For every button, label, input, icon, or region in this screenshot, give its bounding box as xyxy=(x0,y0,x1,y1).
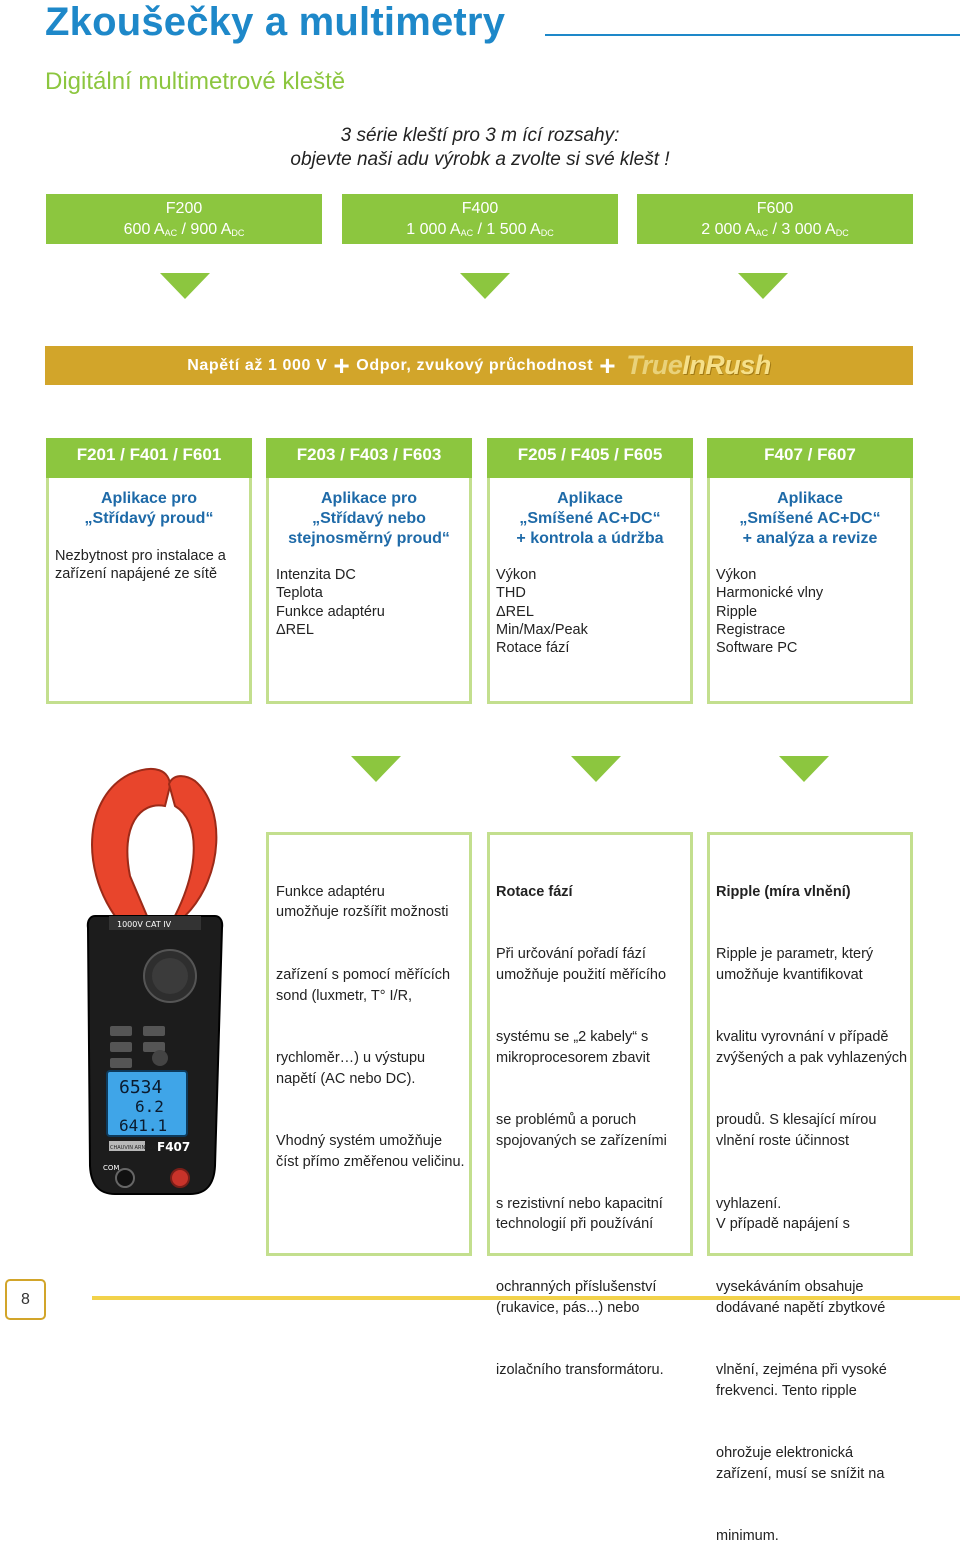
series-range: 1 000 $A_{AC} / 1$ 500 $A_{DC}$ xyxy=(406,221,554,238)
arrow-down-icon xyxy=(738,273,788,299)
column-application: Aplikace „Smíšené AC+DC“ + analýza a revize xyxy=(739,490,881,547)
series-f400 xyxy=(342,194,618,244)
arrow-down-icon xyxy=(351,756,401,782)
column-features: Výkon THD ΔREL Min/Max/Peak Rotace fází xyxy=(496,567,588,657)
series-name: F400 xyxy=(461,200,499,217)
detail-heading: Rotace fází xyxy=(496,883,573,900)
intro-text xyxy=(0,124,960,172)
arrow-down-icon xyxy=(460,273,510,299)
intro-line-2: objevte naši adu výrobk a zvolte si své klešt ! xyxy=(290,149,670,170)
trueinrush-logo: TrueInRush xyxy=(626,350,771,380)
page-subtitle: Digitální multimetrové kleště xyxy=(45,68,346,95)
column-head-f203: F203 / F403 / F603 xyxy=(266,438,472,478)
column-features: Intenzita DC Teplota Funkce adaptéru ΔREL xyxy=(276,567,385,638)
features-banner xyxy=(45,346,913,385)
intro-line-1: 3 série kleští pro 3 m ící rozsahy: xyxy=(340,125,620,146)
arrow-down-icon xyxy=(571,756,621,782)
plus-icon: + xyxy=(333,349,351,381)
meter-model: F407 xyxy=(157,1140,191,1154)
banner-resistance: Odpor, zvukový průchodnost xyxy=(356,356,594,374)
detail-text-ripple: Ripple (míra vlnění) Ripple je parametr, který umožňuje kvantifikovat kvalitu vyrovnání v případě zvýšených a pak vyhlazených proudů. S klesající mírou vlnění roste účinnost vyhlazení. V případě napájení s vysekáváním obsahuje dodávané napětí zbytkové vlnění, zejména při vysoké frekvenci. Tento ripple ohrožuje elektronická zařízení, musí se snížit na minimum. xyxy=(716,883,908,1545)
title-rule xyxy=(545,34,960,36)
banner-voltage: Napětí až 1 000 V xyxy=(187,356,328,374)
column-application: Aplikace pro „Střídavý nebo stejnosměrný proud“ xyxy=(288,490,450,547)
meter-cat-label: 1000V CAT IV xyxy=(117,920,172,929)
column-application: Aplikace „Smíšené AC+DC“ + kontrola a údržba xyxy=(516,490,664,547)
detail-text-adapter: Funkce adaptéru umožňuje rozšířit možnosti zařízení s pomocí měřících sond (luxmetr, T° I/R, rychloměr…) u výstupu napětí (AC nebo DC). Vhodný systém umožňuje číst přímo změřenou veličinu. xyxy=(276,883,465,1170)
column-application: Aplikace pro „Střídavý proud“ xyxy=(84,490,214,527)
meter-brand: CHAUVIN ARNOUX xyxy=(110,1145,157,1151)
column-features: Výkon Harmonické vlny Ripple Registrace Software PC xyxy=(716,567,824,657)
meter-reading-3: 641.1 xyxy=(119,1116,168,1135)
meter-reading-2: 6.2 xyxy=(135,1097,164,1116)
series-name: F600 xyxy=(756,200,794,217)
page-number: 8 xyxy=(5,1279,46,1320)
detail-text-phase-rotation: Rotace fází Při určování pořadí fází umožňuje použití měřícího systému se „2 kabely“ s mikroprocesorem zbavit se problémů a poruch spojovaných se zařízeními s rezistivní nebo kapacitní technologií při používání ochranných příslušenství (rukavice, pás...) nebo izolačního transformátoru. xyxy=(496,883,667,1378)
meter-reading-1: 6534 xyxy=(119,1077,163,1098)
arrow-down-icon xyxy=(160,273,210,299)
series-f600 xyxy=(637,194,913,244)
series-range: 600 $A_{AC} / 900$ $A_{DC}$ xyxy=(123,221,245,238)
page-title: Zkoušečky a multimetry xyxy=(45,0,506,44)
clamp-meter-image xyxy=(75,766,235,1198)
detail-heading: Ripple (míra vlnění) xyxy=(716,883,851,900)
plus-icon: + xyxy=(599,349,617,381)
meter-com-label: COM xyxy=(103,1164,120,1172)
series-range: 2 000 $A_{AC} / 3$ 000 $A_{DC}$ xyxy=(701,221,849,238)
series-name: F200 xyxy=(165,200,203,217)
arrow-down-icon xyxy=(779,756,829,782)
column-head-f201: F201 / F401 / F601 xyxy=(46,438,252,478)
footer-rule xyxy=(92,1296,960,1300)
series-f200 xyxy=(46,194,322,244)
column-head-f205: F205 / F405 / F605 xyxy=(487,438,693,478)
column-head-f407: F407 / F607 xyxy=(707,438,913,478)
column-features: Nezbytnost pro instalace a zařízení napájené ze sítě xyxy=(55,548,226,583)
